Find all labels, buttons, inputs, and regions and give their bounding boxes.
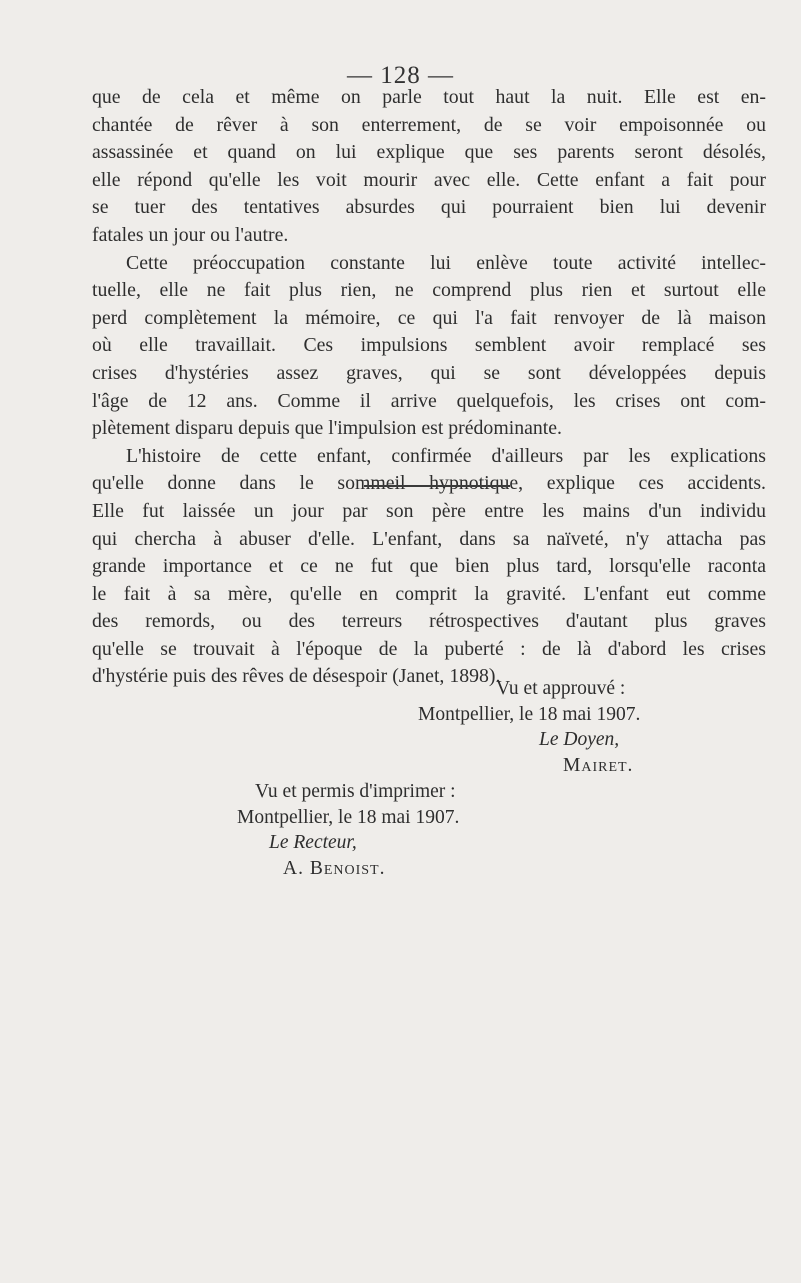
dean-approval-heading: Vu et approuvé : — [496, 678, 626, 699]
dean-approval-date: Montpellier, le 18 mai 1907. — [418, 703, 641, 725]
text-line: qu'elle donne dans le sommeil hypnotique, explique ces accidents. — [92, 472, 766, 495]
text-line: que de cela et même on parle tout haut la nuit. Elle est en- — [92, 86, 766, 108]
dean-name: Mairet. — [563, 754, 634, 776]
text-line: Elle fut laissée un jour par son père entre les mains d'un individu — [92, 499, 766, 522]
text-line: l'âge de 12 ans. Comme il arrive quelquefois, les crises ont com- — [92, 389, 766, 412]
rector-name: A. Benoist. — [283, 857, 386, 879]
rector-title: Le Recteur, — [269, 832, 357, 853]
text-line: tuelle, elle ne fait plus rien, ne comprend plus rien et surtout elle — [92, 279, 766, 302]
body-text — [92, 84, 766, 691]
text-line: L'histoire de cette enfant, confirmée d'ailleurs par les explications — [126, 444, 766, 467]
text-line: crises d'hystéries assez graves, qui se sont développées depuis — [92, 361, 766, 384]
text-line: Cette préoccupation constante lui enlève toute activité intellec- — [126, 251, 766, 274]
rector-approval-date: Montpellier, le 18 mai 1907. — [237, 806, 460, 828]
rector-approval-heading: Vu et permis d'imprimer : — [255, 781, 456, 802]
text-line: fatales un jour ou l'autre. — [92, 223, 289, 246]
text-line: se tuer des tentatives absurdes qui pourraient bien lui devenir — [92, 196, 766, 219]
text-line: plètement disparu depuis que l'impulsion est prédominante. — [92, 417, 562, 440]
text-line: des remords, ou des terreurs rétrospectives d'autant plus graves — [92, 610, 766, 633]
page-number: — 128 — — [347, 62, 454, 89]
text-line: chantée de rêver à son enterrement, de se voir empoisonnée ou — [92, 113, 766, 136]
text-line: perd complètement la mémoire, ce qui l'a fait renvoyer de là maison — [92, 306, 766, 329]
text-line: qu'elle se trouvait à l'époque de la puberté : de là d'abord les crises — [92, 637, 766, 660]
text-line: d'hystérie puis des rêves de désespoir (Janet, 1898). — [92, 665, 501, 688]
text-line: grande importance et ce ne fut que bien plus tard, lorsqu'elle raconta — [92, 555, 766, 578]
section-divider — [364, 485, 510, 487]
dean-approval — [0, 676, 801, 778]
text-line: elle répond qu'elle les voit mourir avec elle. Cette enfant a fait pour — [92, 168, 766, 191]
text-line: où elle travaillait. Ces impulsions semblent avoir remplacé ses — [92, 334, 766, 357]
text-line: le fait à sa mère, qu'elle en comprit la gravité. L'enfant eut comme — [92, 582, 766, 605]
text-line: qui chercha à abuser d'elle. L'enfant, dans sa naïveté, n'y attacha pas — [92, 527, 766, 550]
text-line: assassinée et quand on lui explique que ses parents seront désolés, — [92, 141, 766, 164]
rector-approval — [0, 779, 801, 881]
dean-title: Le Doyen, — [539, 729, 620, 750]
